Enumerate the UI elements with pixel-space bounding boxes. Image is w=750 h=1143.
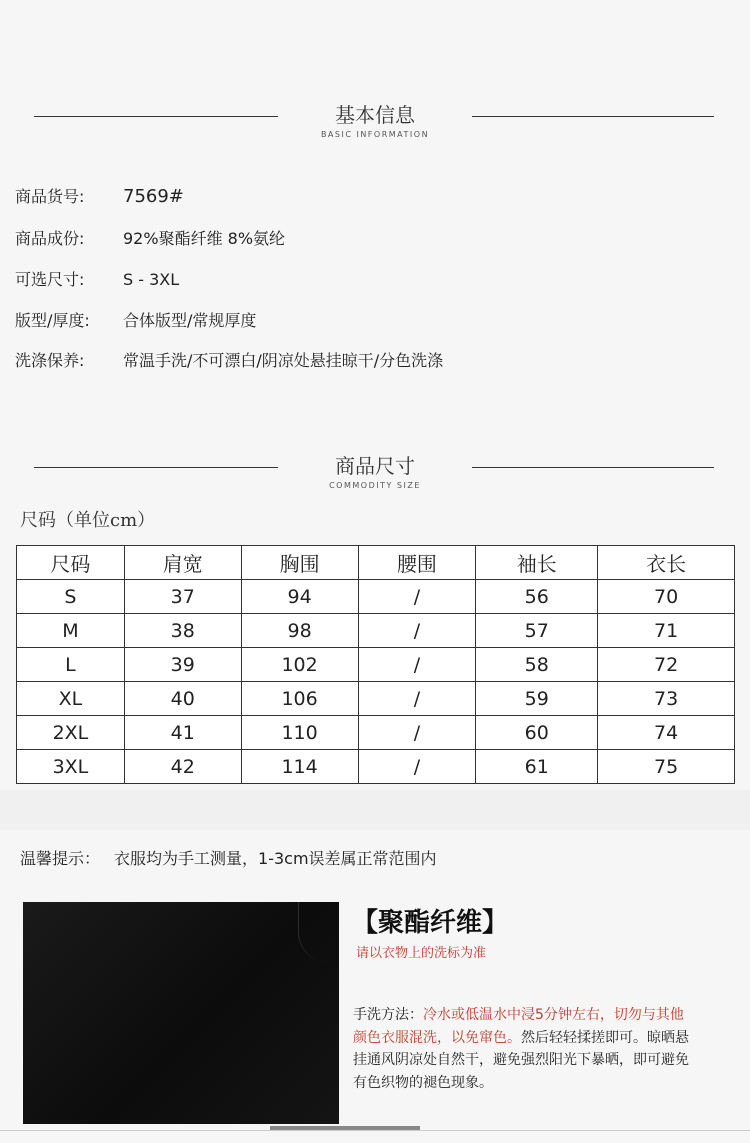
cell: L	[17, 648, 125, 682]
bottom-divider	[0, 1130, 750, 1131]
cell: 72	[598, 648, 735, 682]
header-size: 尺码	[17, 546, 125, 580]
size-table-header-row	[17, 546, 735, 580]
wash-instructions	[353, 1004, 691, 1094]
info-value: 92%聚酯纤维 8%氨纶	[123, 229, 286, 248]
size-table	[16, 545, 735, 784]
cell: 58	[476, 648, 598, 682]
cell: /	[358, 580, 476, 614]
table-row	[17, 648, 735, 682]
info-row-material	[15, 227, 715, 251]
table-row	[17, 580, 735, 614]
cell: 61	[476, 750, 598, 784]
info-value: 合体版型/常规厚度	[123, 311, 257, 330]
cell: 98	[241, 614, 358, 648]
info-value: 7569#	[123, 186, 184, 207]
wash-label: 手洗方法：	[353, 1007, 423, 1023]
cell: 60	[476, 716, 598, 750]
header-sleeve: 袖长	[476, 546, 598, 580]
table-row	[17, 682, 735, 716]
cell: 59	[476, 682, 598, 716]
info-label: 版型/厚度:	[15, 311, 90, 330]
info-row-care	[15, 349, 715, 373]
basic-info-title: 基本信息	[335, 103, 415, 127]
fabric-photo	[23, 902, 339, 1124]
cell: 3XL	[17, 750, 125, 784]
cell: 110	[241, 716, 358, 750]
cell: 102	[241, 648, 358, 682]
cell: 74	[598, 716, 735, 750]
cell: XL	[17, 682, 125, 716]
cell: S	[17, 580, 125, 614]
cell: 40	[124, 682, 241, 716]
size-section-title: 商品尺寸	[335, 454, 415, 478]
cell: /	[358, 648, 476, 682]
tip-label: 温馨提示：	[20, 849, 101, 868]
info-label: 商品货号:	[15, 187, 85, 206]
fabric-subtitle: 请以衣物上的洗标为准	[356, 946, 487, 961]
divider-right	[472, 467, 714, 468]
fabric-fold	[298, 902, 339, 962]
info-row-fit	[15, 309, 715, 333]
table-row	[17, 614, 735, 648]
cell: 71	[598, 614, 735, 648]
info-row-sku	[15, 185, 715, 209]
cell: 106	[241, 682, 358, 716]
header-chest: 胸围	[241, 546, 358, 580]
size-section-subtitle: COMMODITY SIZE	[329, 481, 421, 490]
cell: 39	[124, 648, 241, 682]
bottom-scroll-bar	[270, 1126, 420, 1130]
header-waist: 腰围	[358, 546, 476, 580]
cell: 73	[598, 682, 735, 716]
info-label: 可选尺寸:	[15, 270, 85, 289]
wash-warning: 冷水或低温水中浸5分钟左右，切勿与其他颜色衣服混洗，以免窜色。	[353, 1007, 684, 1046]
cell: 56	[476, 580, 598, 614]
cell: 2XL	[17, 716, 125, 750]
cell: 57	[476, 614, 598, 648]
basic-info-subtitle: BASIC INFORMATION	[320, 130, 430, 139]
cell: /	[358, 716, 476, 750]
measurement-tip	[20, 846, 437, 869]
cell: /	[358, 614, 476, 648]
info-value: 常温手洗/不可漂白/阴凉处悬挂晾干/分色洗涤	[123, 351, 444, 370]
cell: 38	[124, 614, 241, 648]
info-value: S - 3XL	[123, 270, 180, 289]
size-unit-note: 尺码（单位cm）	[20, 510, 156, 531]
cell: /	[358, 750, 476, 784]
cell: 114	[241, 750, 358, 784]
divider-right	[472, 116, 714, 117]
size-section-header	[0, 453, 750, 503]
tip-text: 衣服均为手工测量，1-3cm误差属正常范围内	[114, 849, 437, 868]
info-label: 商品成份:	[15, 229, 85, 248]
cell: /	[358, 682, 476, 716]
cell: 70	[598, 580, 735, 614]
header-shoulder: 肩宽	[124, 546, 241, 580]
table-row	[17, 716, 735, 750]
wash-details: 然后轻轻揉搓即可。晾晒悬挂通风阴凉处自然干，避免强烈阳光下暴晒，即可避免有色织物的褪色现象。	[353, 1029, 689, 1091]
cell: 75	[598, 750, 735, 784]
header-length: 衣长	[598, 546, 735, 580]
cell: 37	[124, 580, 241, 614]
cell: 42	[124, 750, 241, 784]
cell: 94	[241, 580, 358, 614]
fabric-title: 【聚酯纤维】	[352, 908, 509, 938]
basic-info-header	[0, 102, 750, 152]
cell: M	[17, 614, 125, 648]
table-row	[17, 750, 735, 784]
section-separator	[0, 790, 750, 830]
cell: 41	[124, 716, 241, 750]
info-label: 洗涤保养:	[15, 351, 85, 370]
info-row-sizes	[15, 268, 715, 292]
